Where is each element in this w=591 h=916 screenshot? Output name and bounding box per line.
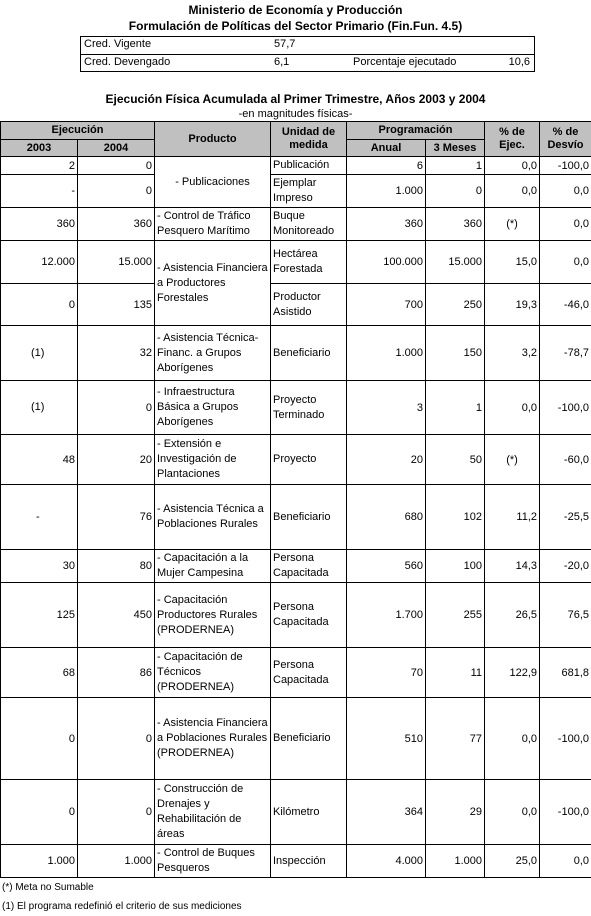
cell-2003: 12.000: [1, 241, 78, 284]
cell-producto: - Publicaciones: [155, 157, 271, 208]
cell-2003: 360: [1, 208, 78, 241]
cell-producto: - Infraestructura Básica a Grupos Aborígenes: [155, 381, 271, 435]
cell-anual: 360: [347, 208, 426, 241]
cell-3-meses: 11: [426, 648, 485, 698]
cell-2004: 76: [78, 485, 155, 550]
header-programacion: Programación: [347, 122, 485, 140]
ministry-title: Ministerio de Economía y Producción: [188, 3, 403, 17]
cell-2004: 450: [78, 583, 155, 648]
table-row: [1, 485, 591, 550]
credit-devengado-label: Cred. Devengado: [84, 56, 171, 68]
cell-3-meses: 15.000: [426, 241, 485, 284]
cell-unidad: Persona Capacitada: [271, 648, 347, 698]
cell-2004: 86: [78, 648, 155, 698]
cell-pct-desvio: -100,0: [540, 698, 591, 780]
cell-2004: 0: [78, 381, 155, 435]
cell-3-meses: 255: [426, 583, 485, 648]
cell-2003: 1.000: [1, 845, 78, 878]
cell-anual: 680: [347, 485, 426, 550]
cell-anual: 3: [347, 381, 426, 435]
cell-pct-desvio: -25,5: [540, 485, 591, 550]
table-row: [1, 381, 591, 435]
cell-unidad: Buque Monitoreado: [271, 208, 347, 241]
cell-unidad: Beneficiario: [271, 326, 347, 381]
header-2003: 2003: [1, 140, 78, 157]
cell-3-meses: 150: [426, 326, 485, 381]
cell-unidad: Beneficiario: [271, 698, 347, 780]
cell-2004: 0: [78, 175, 155, 208]
cell-pct-desvio: 0,0: [540, 175, 591, 208]
cell-2004: 0: [78, 157, 155, 175]
cell-pct-ejec: 0,0: [485, 698, 540, 780]
cell-2003: 30: [1, 550, 78, 583]
cell-2003: 125: [1, 583, 78, 648]
cell-anual: 6: [347, 157, 426, 175]
cell-2004: 80: [78, 550, 155, 583]
cell-pct-ejec: (*): [485, 435, 540, 485]
cell-pct-ejec: 3,2: [485, 326, 540, 381]
cell-pct-ejec: (*): [485, 208, 540, 241]
cell-2003: 48: [1, 435, 78, 485]
cell-3-meses: 102: [426, 485, 485, 550]
cell-pct-desvio: -78,7: [540, 326, 591, 381]
cell-unidad: Ejemplar Impreso: [271, 175, 347, 208]
porcentaje-ejecutado-value: 10,6: [508, 56, 530, 68]
cell-2004: 20: [78, 435, 155, 485]
cell-pct-desvio: 0,0: [540, 208, 591, 241]
table-row: [1, 583, 591, 648]
cell-2003: 68: [1, 648, 78, 698]
header-anual: Anual: [347, 140, 426, 157]
table-title: Ejecución Física Acumulada al Primer Trimestre, Años 2003 y 2004: [105, 92, 486, 106]
cell-pct-desvio: -60,0: [540, 435, 591, 485]
cell-unidad: Persona Capacitada: [271, 550, 347, 583]
cell-2004: 0: [78, 698, 155, 780]
cell-producto: - Construcción de Drenajes y Rehabilitación de áreas: [155, 780, 271, 845]
cell-pct-desvio: -100,0: [540, 381, 591, 435]
table-row: [1, 326, 591, 381]
document-title: Formulación de Políticas del Sector Primario (Fin.Fun. 4.5): [128, 19, 463, 33]
cell-producto: - Extensión e Investigación de Plantaciones: [155, 435, 271, 485]
table-subtitle: -en magnitudes físicas-: [238, 108, 353, 120]
cell-2004: 135: [78, 284, 155, 326]
execution-table: [0, 121, 591, 878]
header-3-meses: 3 Meses: [426, 140, 485, 157]
cell-pct-desvio: 0,0: [540, 845, 591, 878]
credit-vigente-label: Cred. Vigente: [84, 38, 152, 50]
cell-pct-desvio: -100,0: [540, 157, 591, 175]
table-row: [1, 157, 591, 175]
footnote-meta-no-sumable: (*) Meta no Sumable: [2, 882, 94, 893]
cell-pct-desvio: -46,0: [540, 284, 591, 326]
cell-pct-desvio: 0,0: [540, 241, 591, 284]
cell-3-meses: 50: [426, 435, 485, 485]
cell-producto: - Asistencia Financiera a Productores Forestales: [155, 241, 271, 326]
cell-pct-desvio: 681,8: [540, 648, 591, 698]
cell-2003: 0: [1, 780, 78, 845]
cell-2003: -: [1, 485, 78, 550]
cell-pct-ejec: 0,0: [485, 157, 540, 175]
cell-2004: 1.000: [78, 845, 155, 878]
cell-2004: 32: [78, 326, 155, 381]
cell-3-meses: 29: [426, 780, 485, 845]
table-row: [1, 208, 591, 241]
cell-3-meses: 0: [426, 175, 485, 208]
table-row: [1, 698, 591, 780]
porcentaje-ejecutado-label: Porcentaje ejecutado: [353, 56, 457, 68]
header-pct-ejec: % de Ejec.: [485, 122, 540, 157]
credit-vigente-value: 57,7: [274, 38, 296, 50]
cell-pct-ejec: 0,0: [485, 780, 540, 845]
credit-summary-box: [80, 36, 535, 72]
table-row: [1, 241, 591, 284]
table-row: [1, 284, 591, 326]
cell-unidad: Hectárea Forestada: [271, 241, 347, 284]
cell-anual: 1.000: [347, 175, 426, 208]
header-2004: 2004: [78, 140, 155, 157]
cell-3-meses: 360: [426, 208, 485, 241]
cell-unidad: Proyecto Terminado: [271, 381, 347, 435]
cell-pct-desvio: -20,0: [540, 550, 591, 583]
cell-anual: 700: [347, 284, 426, 326]
cell-2003: 0: [1, 284, 78, 326]
cell-unidad: Productor Asistido: [271, 284, 347, 326]
cell-anual: 364: [347, 780, 426, 845]
cell-anual: 510: [347, 698, 426, 780]
table-row: [1, 780, 591, 845]
cell-2003: -: [1, 175, 78, 208]
table-row: [1, 845, 591, 878]
cell-anual: 1.700: [347, 583, 426, 648]
cell-pct-ejec: 15,0: [485, 241, 540, 284]
table-row: [1, 175, 591, 208]
cell-pct-ejec: 0,0: [485, 175, 540, 208]
cell-anual: 20: [347, 435, 426, 485]
cell-2003: 2: [1, 157, 78, 175]
cell-pct-desvio: 76,5: [540, 583, 591, 648]
cell-unidad: Persona Capacitada: [271, 583, 347, 648]
cell-pct-ejec: 0,0: [485, 381, 540, 435]
cell-producto: - Asistencia Técnica-Financ. a Grupos Aborígenes: [155, 326, 271, 381]
credit-devengado-value: 6,1: [274, 56, 290, 68]
cell-3-meses: 250: [426, 284, 485, 326]
table-row: [1, 550, 591, 583]
header-producto: Producto: [155, 122, 271, 157]
cell-producto: - Capacitación Productores Rurales (PRODERNEA): [155, 583, 271, 648]
cell-producto: - Capacitación a la Mujer Campesina: [155, 550, 271, 583]
cell-anual: 100.000: [347, 241, 426, 284]
header-pct-desvio: % de Desvío: [540, 122, 591, 157]
table-row: [1, 648, 591, 698]
cell-2003: 0: [1, 698, 78, 780]
cell-producto: - Control de Tráfico Pesquero Marítimo: [155, 208, 271, 241]
header-ejecucion: Ejecución: [1, 122, 155, 140]
cell-2003: (1): [1, 326, 78, 381]
cell-pct-desvio: -100,0: [540, 780, 591, 845]
cell-unidad: Publicación: [271, 157, 347, 175]
cell-3-meses: 1: [426, 157, 485, 175]
cell-2004: 360: [78, 208, 155, 241]
cell-2003: (1): [1, 381, 78, 435]
cell-pct-ejec: 11,2: [485, 485, 540, 550]
header-unidad: Unidad de medida: [271, 122, 347, 157]
cell-pct-ejec: 122,9: [485, 648, 540, 698]
cell-unidad: Proyecto: [271, 435, 347, 485]
cell-producto: - Capacitación de Técnicos (PRODERNEA): [155, 648, 271, 698]
footnote-criterio: (1) El programa redefinió el criterio de sus mediciones: [2, 901, 242, 912]
cell-unidad: Inspección: [271, 845, 347, 878]
table-row: [1, 435, 591, 485]
cell-anual: 560: [347, 550, 426, 583]
cell-pct-ejec: 26,5: [485, 583, 540, 648]
cell-3-meses: 1.000: [426, 845, 485, 878]
cell-anual: 1.000: [347, 326, 426, 381]
cell-3-meses: 1: [426, 381, 485, 435]
cell-2004: 15.000: [78, 241, 155, 284]
cell-pct-ejec: 19,3: [485, 284, 540, 326]
cell-unidad: Kilómetro: [271, 780, 347, 845]
cell-2004: 0: [78, 780, 155, 845]
cell-3-meses: 77: [426, 698, 485, 780]
cell-producto: - Asistencia Técnica a Poblaciones Rurales: [155, 485, 271, 550]
cell-producto: - Control de Buques Pesqueros: [155, 845, 271, 878]
cell-producto: - Asistencia Financiera a Poblaciones Rurales (PRODERNEA): [155, 698, 271, 780]
cell-pct-ejec: 25,0: [485, 845, 540, 878]
cell-pct-ejec: 14,3: [485, 550, 540, 583]
cell-anual: 70: [347, 648, 426, 698]
cell-unidad: Beneficiario: [271, 485, 347, 550]
cell-anual: 4.000: [347, 845, 426, 878]
cell-3-meses: 100: [426, 550, 485, 583]
